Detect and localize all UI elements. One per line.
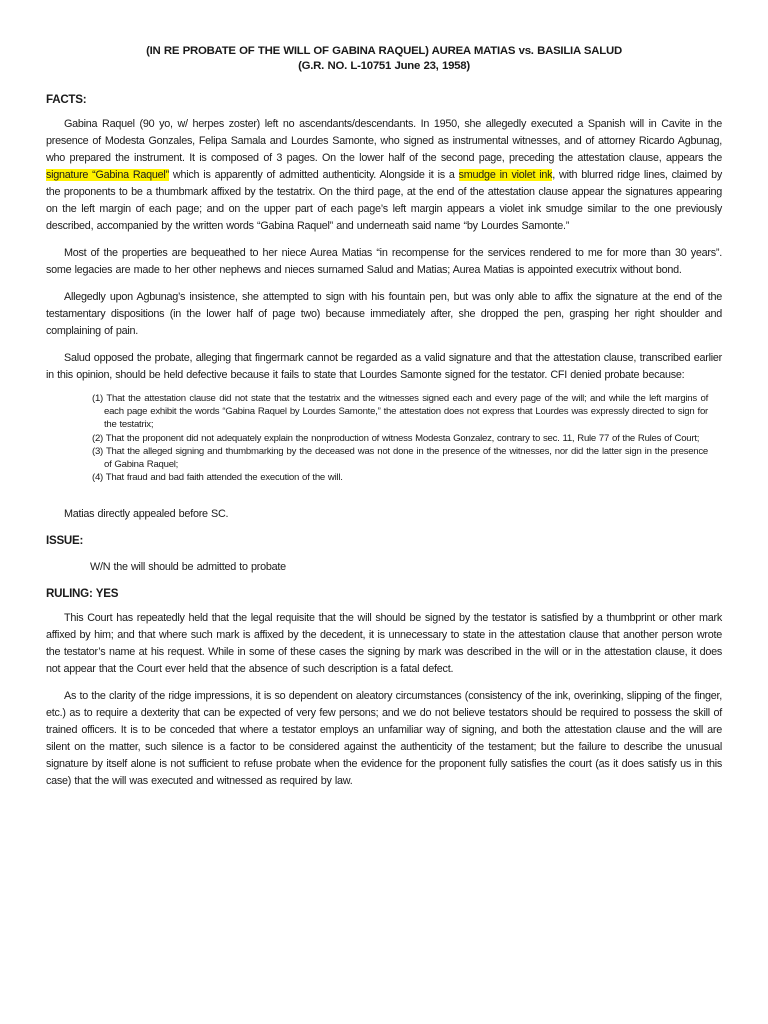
cfi-reason-item: (4) That fraud and bad faith attended the execution of the will. [92,472,343,484]
facts-paragraph-5: Matias directly appealed before SC. [64,508,229,521]
facts-paragraph-4: Salud opposed the probate, alleging that fingermark cannot be regarded as a valid signature and that the attestation clause, transcribed earlier in this opinion, should be held defective because it fails to state that Lourdes Samonte signed for the testator. CFI denied probate because: [46,352,722,381]
facts-paragraph-3: Allegedly upon Agbunag’s insistence, she attempted to sign with his fountain pen, but was only able to affix the signature at the end of the testamentary dispositions (in the lower half of page two) because immediately after, she dropped the pen, grasping her right shoulder and complaining of pain. [46,291,722,337]
cfi-reason-item: (1) That the attestation clause did not state that the testatrix and the witnesses signed each and every page of the will; and while the left margins of each page exhibit the words “Gabina Raquel by Lourdes Samonte,” the attestation does not express that Lourdes was expressly directed to sign for the testatrix; [92,393,708,431]
facts-paragraph-1 [46,116,722,235]
issue-heading: ISSUE: [46,534,84,548]
cfi-reason-item: (3) That the alleged signing and thumbmarking by the deceased was not done in the presence of the witnesses, nor did the latter sign in the presence of Gabina Raquel; [92,445,708,471]
case-title [46,44,722,74]
facts-p1-text-b: which is apparently of admitted authenticity. Alongside it is a [168,169,459,181]
facts-p1-text-a: Gabina Raquel (90 yo, w/ herpes zoster) left no ascendants/descendants. In 1950, she allegedly executed a Spanish will in Cavite in the presence of Modesta Gonzales, Felipa Samala and Lourdes Samonte, who signed as instrumental witnesses, and of attorney Ricardo Agbunag, who prepared the instrument. It is composed of 3 pages. On the lower half of the second page, preceding the attestation clause, appears the [46,118,722,164]
ruling-paragraph-2: As to the clarity of the ridge impressions, it is so dependent on aleatory circumstances (consistency of the ink, overinking, slipping of the finger, etc.) as to require a dexterity that can be expected of very few persons; and we do not believe testators should be required to possess the skill of trained officers. It is to be conceded that where a testator employs an unfamiliar way of signing, and both the attestation clause and the will are silent on the matter, such silence is a factor to be considered against the authenticity of the testament; but the failure to describe the unusual signature by itself alone is not sufficient to refuse probate when the evidence for the proponent fully satisfies the court (as it does satisfy us in this case) that the will was executed and witnessed as required by law. [46,690,722,788]
issue-text: W/N the will should be admitted to probate [90,561,286,574]
cfi-reason-item: (2) That the proponent did not adequately explain the nonproduction of witness Modesta Gonzalez, contrary to sec. 11, Rule 77 of the Rules of Court; [92,432,700,444]
case-title-parties: (IN RE PROBATE OF THE WILL OF GABINA RAQUEL) AUREA MATIAS vs. BASILIA SALUD [146,45,622,57]
highlight-smudge: smudge in violet ink [458,169,553,181]
facts-paragraph-2: Most of the properties are bequeathed to her niece Aurea Matias “in recompense for the services rendered to me for more than 30 years”. some legacies are made to her other nephews and nieces surnamed Salud and Matias; Aurea Matias is appointed executrix without bond. [46,247,722,276]
case-title-citation: (G.R. NO. L-10751 June 23, 1958) [298,60,470,72]
ruling-paragraph-1: This Court has repeatedly held that the legal requisite that the will should be signed by the testator is satisfied by a thumbprint or other mark affixed by him; and that where such mark is affixed by the decedent, it is unnecessary to state in the attestation clause that another person wrote the testator’s name at his request. While in some of these cases the signing by mark was described in the will or in the attestation clause, it does not appear that the Court ever held that the absence of such description is a fatal defect. [46,612,722,676]
highlight-signature: signature “Gabina Raquel” [46,169,169,181]
facts-p1-text-c: , with blurred ridge lines, claimed by the proponents to be a thumbmark affixed by the testatrix. On the third page, at the end of the attestation clause appear the signatures appearing on the left margin of each page; and on the upper part of each page’s left margin appears a violet ink smudge similar to the one previously described, accompanied by the written words “Gabina Raquel” and underneath said name “by Lourdes Samonte.” [46,169,722,232]
ruling-heading: RULING: YES [46,587,119,601]
facts-heading: FACTS: [46,93,87,106]
cfi-reasons-list [46,392,722,484]
